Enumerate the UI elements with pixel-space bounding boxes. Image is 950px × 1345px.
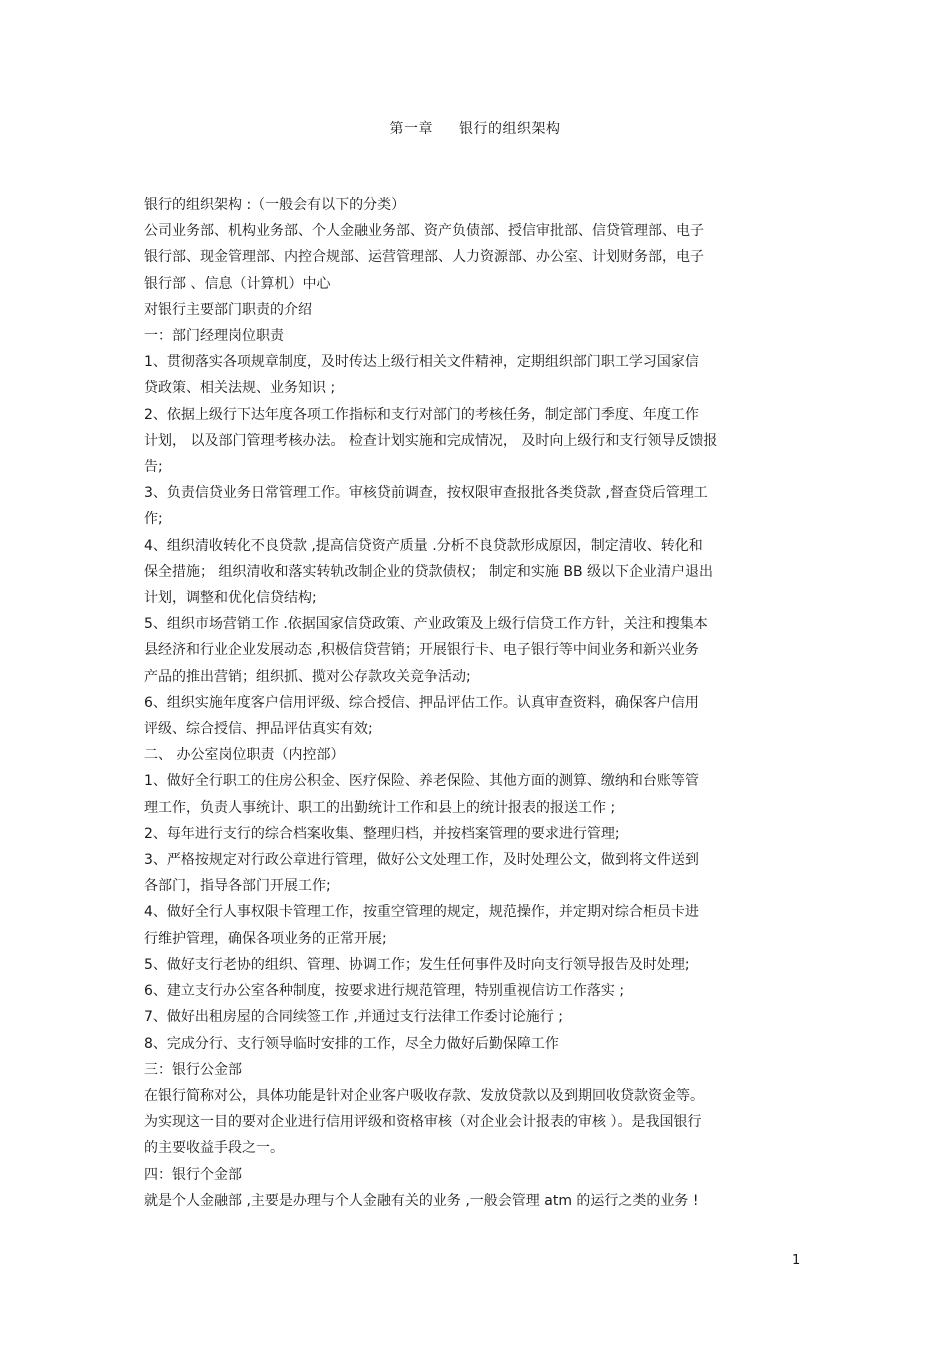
text-line: 为实现这一目的要对企业进行信用评级和资格审核（对企业会计报表的审核 ）。是我国银行 xyxy=(144,1114,702,1131)
text-line: 4、组织清收转化不良贷款 ,提高信贷资产质量 .分析不良贷款形成原因，制定清收、转化和 xyxy=(144,537,703,554)
text-line: 2、每年进行支行的综合档案收集、整理归档，并按档案管理的要求进行管理; xyxy=(144,825,620,842)
text-line: 县经济和行业企业发展动态 ,积极信贷营销；开展银行卡、电子银行等中间业务和新兴业务 xyxy=(144,642,699,659)
text-line: 6、建立支行办公室各种制度，按要求进行规范管理，特别重视信访工作落实 ; xyxy=(144,983,625,1000)
page-number: 1 xyxy=(792,1253,801,1268)
text-line: 银行的组织架构 :（一般会有以下的分类） xyxy=(144,197,406,213)
section-heading: 三：银行公金部 xyxy=(144,1061,242,1078)
text-line: 告; xyxy=(144,459,163,476)
text-line: 银行部 、信息（计算机）中心 xyxy=(144,275,331,292)
chapter-number: 第一章 xyxy=(389,121,433,137)
text-line: 2、依据上级行下达年度各项工作指标和支行对部门的考核任务，制定部门季度、年度工作 xyxy=(144,406,699,423)
text-line: 行维护管理，确保各项业务的正常开展; xyxy=(144,930,387,947)
text-line: 1、做好全行职工的住房公积金、医疗保险、养老保险、其他方面的测算、缴纳和台账等管 xyxy=(144,773,699,790)
text-line: 3、负责信贷业务日常管理工作。审核贷前调查，按权限审查报批各类贷款 ,督查贷后管理工 xyxy=(144,485,708,502)
section-heading: 一：部门经理岗位职责 xyxy=(144,328,284,345)
text-line: 6、组织实施年度客户信用评级、综合授信、押品评估工作。认真审查资料，确保客户信用 xyxy=(144,694,699,711)
text-line: 产品的推出营销；组织抓、揽对公存款攻关竞争活动; xyxy=(144,668,471,685)
text-line: 对银行主要部门职责的介绍 xyxy=(144,301,312,318)
section-heading: 二、 办公室岗位职责（内控部） xyxy=(144,747,345,764)
document-body xyxy=(144,192,804,1214)
text-line: 作; xyxy=(144,511,163,528)
text-line: 7、做好出租房屋的合同续签工作 ,并通过支行法律工作委讨论施行 ; xyxy=(144,1009,563,1026)
section-heading: 四：银行个金部 xyxy=(144,1166,242,1183)
text-line: 理工作，负责人事统计、职工的出勤统计工作和县上的统计报表的报送工作 ; xyxy=(144,799,616,816)
text-line: 公司业务部、机构业务部、个人金融业务部、资产负债部、授信审批部、信贷管理部、电子 xyxy=(144,223,704,240)
text-line: 3、严格按规定对行政公章进行管理，做好公文处理工作，及时处理公文，做到将文件送到 xyxy=(144,852,699,869)
text-line: 在银行简称对公，具体功能是针对企业客户吸收存款、发放贷款以及到期回收贷款资金等。 xyxy=(144,1087,704,1104)
text-line: 1、贯彻落实各项规章制度，及时传达上级行相关文件精神，定期组织部门职工学习国家信 xyxy=(144,354,699,371)
text-line: 8、完成分行、支行领导临时安排的工作，尽全力做好后勤保障工作 xyxy=(144,1035,559,1052)
text-line: 的主要收益手段之一。 xyxy=(144,1140,284,1157)
chapter-title xyxy=(0,118,950,138)
text-line: 4、做好全行人事权限卡管理工作，按重空管理的规定，规范操作，并定期对综合柜员卡进 xyxy=(144,904,699,921)
chapter-name: 银行的组织架构 xyxy=(459,121,561,137)
text-line: 保全措施； 组织清收和落实转轨改制企业的贷款债权； 制定和实施 BB 级以下企业清户退出 xyxy=(144,563,714,580)
text-line: 5、做好支行老协的组织、管理、协调工作；发生任何事件及时向支行领导报告及时处理; xyxy=(144,956,690,973)
text-line: 计划， 以及部门管理考核办法。 检查计划实施和完成情况， 及时向上级行和支行领导反馈报 xyxy=(144,432,718,449)
text-line: 贷政策、相关法规、业务知识 ; xyxy=(144,380,336,397)
text-line: 评级、综合授信、押品评估真实有效; xyxy=(144,721,373,738)
text-line: 就是个人金融部 ,主要是办理与个人金融有关的业务 ,一般会管理 atm 的运行之类的业务 ! xyxy=(144,1192,699,1209)
text-line: 银行部、现金管理部、内控合规部、运营管理部、人力资源部、办公室、计划财务部，电子 xyxy=(144,249,704,266)
text-line: 计划，调整和优化信贷结构; xyxy=(144,590,317,607)
text-line: 5、组织市场营销工作 .依据国家信贷政策、产业政策及上级行信贷工作方针，关注和搜集本 xyxy=(144,616,708,633)
text-line: 各部门，指导各部门开展工作; xyxy=(144,878,331,895)
